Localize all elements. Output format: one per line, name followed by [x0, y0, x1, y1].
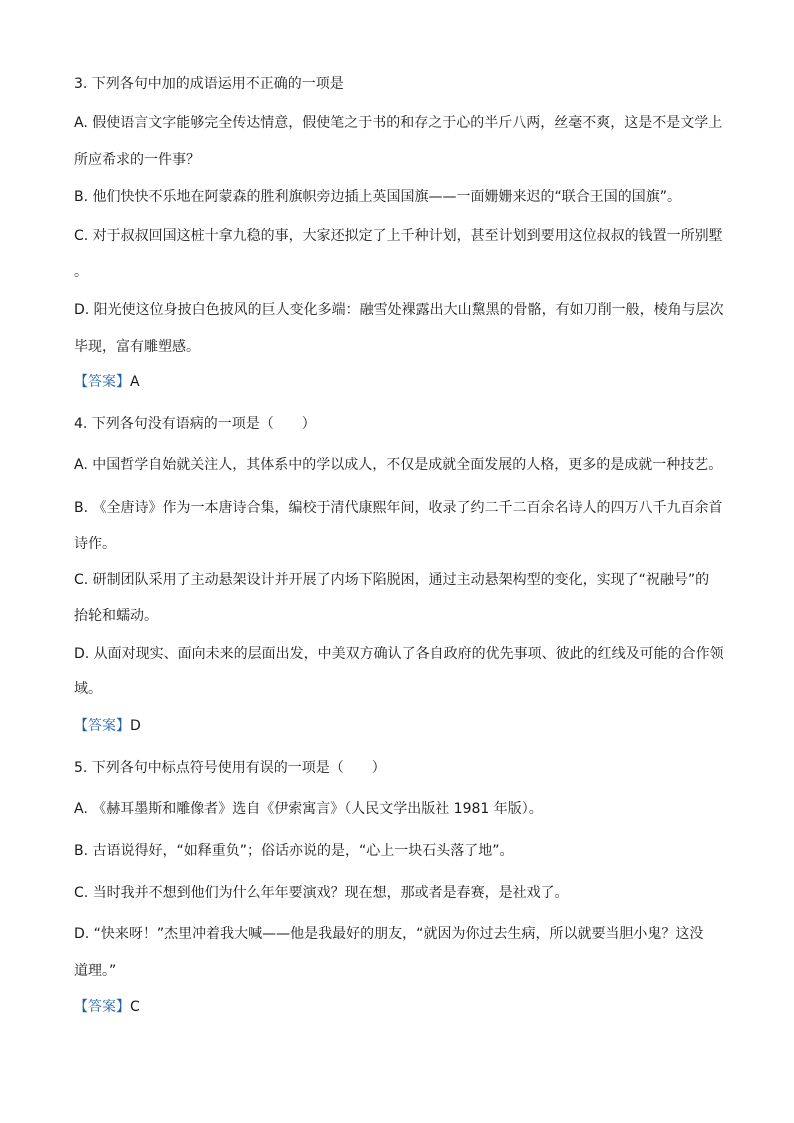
- answer-label: 【答案】: [74, 718, 130, 734]
- question-4-option-d-line-1: D. 从面对现实、面向未来的层面出发，中美双方确认了各自政府的优先事项、彼此的红线及可能的合作领: [74, 646, 724, 662]
- question-3-answer: [74, 372, 726, 392]
- answer-label: 【答案】: [74, 999, 130, 1015]
- question-4-option-a: A. 中国哲学自始就关注人，其体系中的学以成人，不仅是成就全面发展的人格，更多的是成就一种技艺。: [74, 457, 723, 473]
- question-5-stem: 5. 下列各句中标点符号使用有误的一项是（ ）: [74, 760, 386, 776]
- question-3-option-b: B. 他们快快不乐地在阿蒙森的胜利旗帜旁边插上英国国旗——一面姗姗来迟的“联合王国的国旗”。: [74, 189, 682, 205]
- question-3-option-a-line-2: 所应希求的一件事？: [74, 152, 200, 168]
- question-4-option-c-line-1: C. 研制团队采用了主动悬架设计并开展了内场下陷脱困，通过主动悬架构型的变化，实现了“祝融号”的: [74, 572, 710, 588]
- question-3-option-c-line-2: 。: [74, 264, 88, 280]
- question-4-answer: [74, 716, 726, 736]
- question-3-option-d-line-1: D. 阳光使这位身披白色披风的巨人变化多端：融雪处裸露出大山黧黑的骨骼，有如刀削一般，棱角与层次: [74, 302, 724, 318]
- question-4-stem: 4. 下列各句没有语病的一项是（ ）: [74, 416, 316, 432]
- question-5-option-d-line-1: D. “快来呀！”杰里冲着我大喊——他是我最好的朋友，“就因为你过去生病，所以就要当胆小鬼？这没: [74, 926, 704, 942]
- answer-value: C: [130, 999, 140, 1015]
- question-5-option-b: B. 古语说得好，“如释重负”；俗话亦说的是，“心上一块石头落了地”。: [74, 843, 514, 859]
- question-3-option-a-line-1: A. 假使语言文字能够完全传达情意，假使笔之于书的和存之于心的半斤八两，丝毫不爽，这是不是文学上: [74, 115, 723, 131]
- question-4-option-d-line-2: 域。: [74, 681, 102, 697]
- answer-label: 【答案】: [74, 374, 130, 390]
- question-5-answer: [74, 997, 726, 1017]
- question-3-option-d-line-2: 毕现，富有雕塑感。: [74, 339, 200, 355]
- question-3-option-c-line-1: C. 对于叔叔回国这桩十拿九稳的事，大家还拟定了上千种计划，甚至计划到要用这位叔叔的钱置一所别墅: [74, 228, 723, 244]
- question-4-option-b-line-1: B. 《全唐诗》作为一本唐诗合集，编校于清代康熙年间，收录了约二千二百余名诗人的四万八千九百余首: [74, 500, 723, 516]
- question-3-stem: 3. 下列各句中加的成语运用不正确的一项是: [74, 76, 344, 92]
- question-4-option-c-line-2: 抬轮和蠕动。: [74, 608, 158, 624]
- question-4-option-b-line-2: 诗作。: [74, 536, 116, 552]
- question-5-option-d-line-2: 道理。”: [74, 963, 117, 979]
- question-5-option-c: C. 当时我并不想到他们为什么年年要演戏？现在想，那或者是春赛，是社戏了。: [74, 885, 569, 901]
- answer-value: A: [130, 374, 140, 390]
- answer-value: D: [130, 718, 141, 734]
- question-5-option-a: A. 《赫耳墨斯和雕像者》选自《伊索寓言》（人民文学出版社 1981 年版）。: [74, 801, 543, 817]
